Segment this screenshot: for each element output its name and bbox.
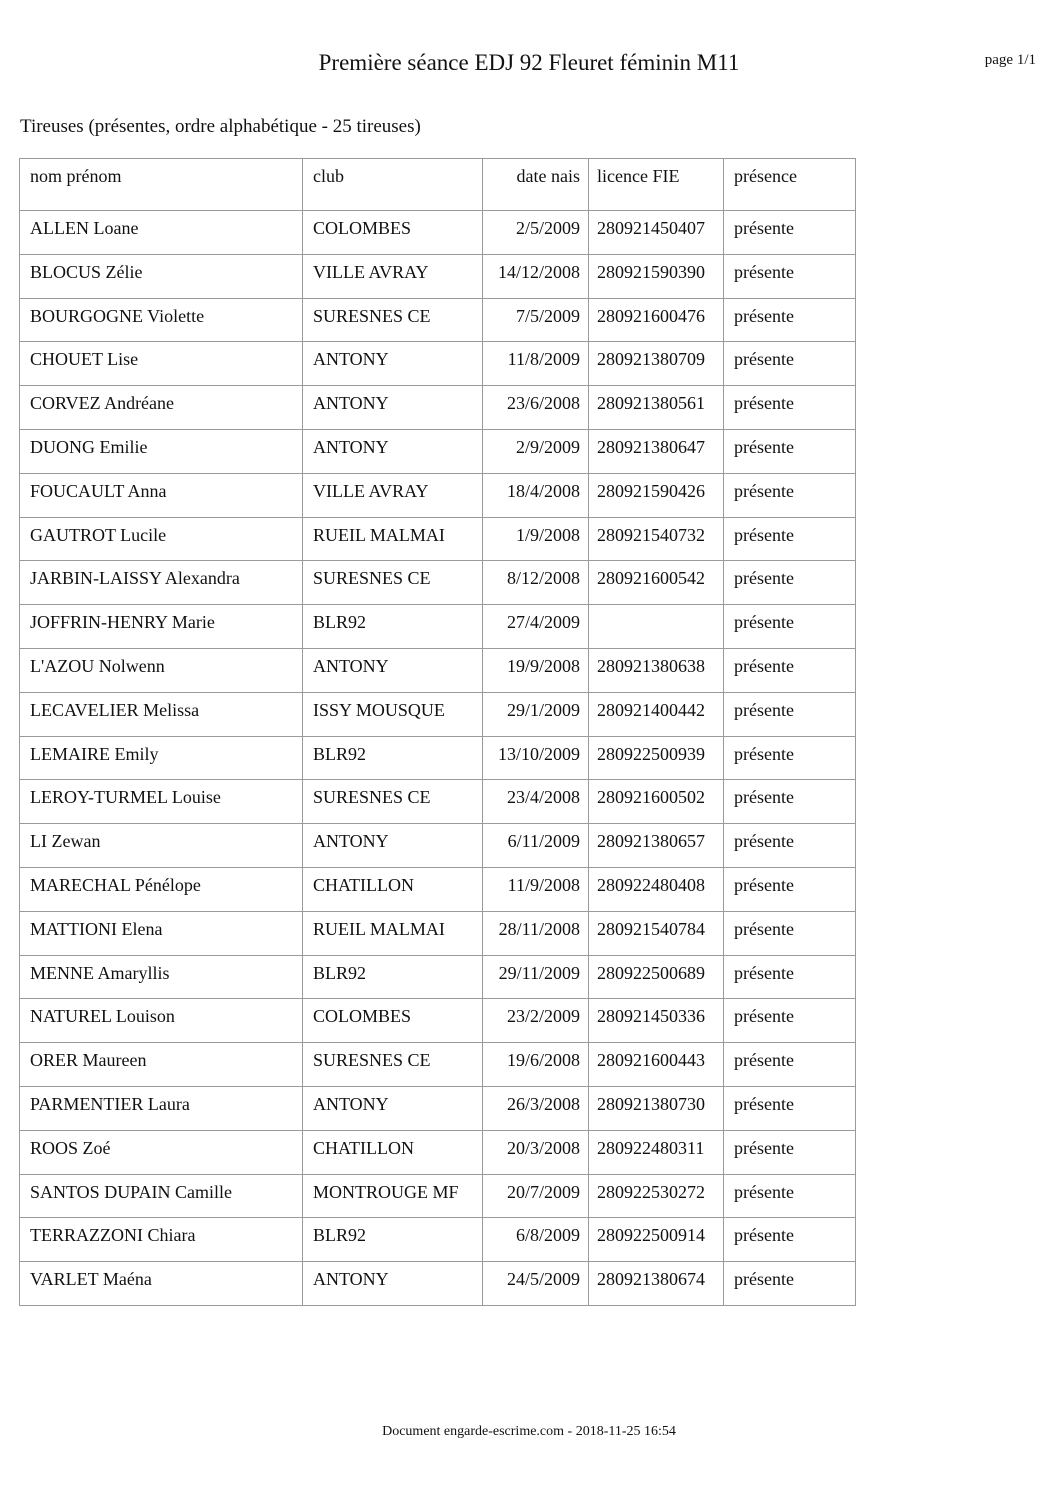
cell-club: BLR92: [303, 736, 483, 780]
table-row: [20, 736, 856, 780]
cell-club: COLOMBES: [303, 999, 483, 1043]
cell-presence: présente: [724, 298, 856, 342]
cell-presence: présente: [724, 517, 856, 561]
cell-presence: présente: [724, 911, 856, 955]
table-row: [20, 1043, 856, 1087]
cell-club: SURESNES CE: [303, 1043, 483, 1087]
column-header-club: club: [303, 159, 483, 211]
cell-birthdate: 2/9/2009: [483, 429, 589, 473]
cell-presence: présente: [724, 824, 856, 868]
cell-birthdate: 29/11/2009: [483, 955, 589, 999]
cell-birthdate: 23/6/2008: [483, 386, 589, 430]
cell-licence: 280921540784: [589, 911, 724, 955]
cell-name: MENNE Amaryllis: [20, 955, 303, 999]
cell-presence: présente: [724, 1130, 856, 1174]
cell-name: VARLET Maéna: [20, 1262, 303, 1306]
cell-club: ANTONY: [303, 824, 483, 868]
cell-presence: présente: [724, 780, 856, 824]
cell-presence: présente: [724, 1043, 856, 1087]
cell-club: MONTROUGE MF: [303, 1174, 483, 1218]
table-row: [20, 1262, 856, 1306]
cell-birthdate: 19/9/2008: [483, 648, 589, 692]
cell-club: VILLE AVRAY: [303, 473, 483, 517]
cell-birthdate: 28/11/2008: [483, 911, 589, 955]
cell-name: LEMAIRE Emily: [20, 736, 303, 780]
cell-club: ANTONY: [303, 648, 483, 692]
cell-licence: [589, 605, 724, 649]
cell-licence: 280921400442: [589, 692, 724, 736]
cell-name: LEROY-TURMEL Louise: [20, 780, 303, 824]
cell-presence: présente: [724, 955, 856, 999]
cell-birthdate: 26/3/2008: [483, 1086, 589, 1130]
cell-birthdate: 2/5/2009: [483, 211, 589, 255]
column-header-presence: présence: [724, 159, 856, 211]
cell-presence: présente: [724, 386, 856, 430]
table-caption: Tireuses (présentes, ordre alphabétique - 25 tireuses): [20, 116, 421, 137]
cell-presence: présente: [724, 1218, 856, 1262]
cell-presence: présente: [724, 561, 856, 605]
cell-name: CHOUET Lise: [20, 342, 303, 386]
cell-club: CHATILLON: [303, 867, 483, 911]
cell-club: RUEIL MALMAI: [303, 911, 483, 955]
table-row: [20, 648, 856, 692]
table-row: [20, 211, 856, 255]
table-row: [20, 605, 856, 649]
cell-presence: présente: [724, 736, 856, 780]
cell-club: SURESNES CE: [303, 561, 483, 605]
cell-name: MATTIONI Elena: [20, 911, 303, 955]
table-row: [20, 1086, 856, 1130]
table-row: [20, 955, 856, 999]
table-row: [20, 386, 856, 430]
cell-licence: 280921450336: [589, 999, 724, 1043]
cell-birthdate: 23/4/2008: [483, 780, 589, 824]
cell-name: CORVEZ Andréane: [20, 386, 303, 430]
table-row: [20, 1218, 856, 1262]
cell-licence: 280921380709: [589, 342, 724, 386]
page-number: page 1/1: [984, 52, 1036, 68]
cell-club: CHATILLON: [303, 1130, 483, 1174]
cell-club: SURESNES CE: [303, 780, 483, 824]
table-row: [20, 1174, 856, 1218]
cell-birthdate: 1/9/2008: [483, 517, 589, 561]
cell-birthdate: 20/7/2009: [483, 1174, 589, 1218]
cell-presence: présente: [724, 254, 856, 298]
cell-name: FOUCAULT Anna: [20, 473, 303, 517]
cell-birthdate: 18/4/2008: [483, 473, 589, 517]
cell-club: RUEIL MALMAI: [303, 517, 483, 561]
cell-birthdate: 11/9/2008: [483, 867, 589, 911]
cell-licence: 280921450407: [589, 211, 724, 255]
table-row: [20, 298, 856, 342]
table-row: [20, 999, 856, 1043]
cell-presence: présente: [724, 605, 856, 649]
table-row: [20, 561, 856, 605]
cell-birthdate: 6/8/2009: [483, 1218, 589, 1262]
cell-birthdate: 27/4/2009: [483, 605, 589, 649]
cell-licence: 280921380657: [589, 824, 724, 868]
table-header-row: [20, 159, 856, 211]
cell-club: ANTONY: [303, 386, 483, 430]
cell-club: ANTONY: [303, 1086, 483, 1130]
cell-presence: présente: [724, 867, 856, 911]
cell-name: BOURGOGNE Violette: [20, 298, 303, 342]
cell-birthdate: 8/12/2008: [483, 561, 589, 605]
cell-name: NATUREL Louison: [20, 999, 303, 1043]
cell-birthdate: 11/8/2009: [483, 342, 589, 386]
cell-licence: 280922530272: [589, 1174, 724, 1218]
cell-birthdate: 7/5/2009: [483, 298, 589, 342]
table-row: [20, 473, 856, 517]
cell-licence: 280921600542: [589, 561, 724, 605]
cell-licence: 280921600502: [589, 780, 724, 824]
cell-presence: présente: [724, 1262, 856, 1306]
cell-licence: 280921590426: [589, 473, 724, 517]
cell-presence: présente: [724, 429, 856, 473]
cell-licence: 280922480311: [589, 1130, 724, 1174]
cell-licence: 280921380647: [589, 429, 724, 473]
cell-club: ANTONY: [303, 1262, 483, 1306]
cell-birthdate: 14/12/2008: [483, 254, 589, 298]
cell-name: LI Zewan: [20, 824, 303, 868]
cell-club: BLR92: [303, 1218, 483, 1262]
table-row: [20, 911, 856, 955]
cell-presence: présente: [724, 342, 856, 386]
cell-licence: 280921540732: [589, 517, 724, 561]
cell-birthdate: 13/10/2009: [483, 736, 589, 780]
cell-name: ROOS Zoé: [20, 1130, 303, 1174]
cell-name: L'AZOU Nolwenn: [20, 648, 303, 692]
cell-name: JARBIN-LAISSY Alexandra: [20, 561, 303, 605]
cell-presence: présente: [724, 1086, 856, 1130]
cell-licence: 280921380638: [589, 648, 724, 692]
cell-presence: présente: [724, 1174, 856, 1218]
table-row: [20, 342, 856, 386]
table-row: [20, 867, 856, 911]
cell-club: COLOMBES: [303, 211, 483, 255]
page-title: Première séance EDJ 92 Fleuret féminin M11: [318, 50, 740, 75]
cell-birthdate: 24/5/2009: [483, 1262, 589, 1306]
table-row: [20, 824, 856, 868]
cell-licence: 280921380561: [589, 386, 724, 430]
cell-licence: 280921380730: [589, 1086, 724, 1130]
cell-birthdate: 20/3/2008: [483, 1130, 589, 1174]
table-row: [20, 517, 856, 561]
cell-presence: présente: [724, 473, 856, 517]
cell-name: BLOCUS Zélie: [20, 254, 303, 298]
cell-licence: 280922500914: [589, 1218, 724, 1262]
cell-licence: 280921380674: [589, 1262, 724, 1306]
cell-name: SANTOS DUPAIN Camille: [20, 1174, 303, 1218]
table-row: [20, 254, 856, 298]
cell-birthdate: 23/2/2009: [483, 999, 589, 1043]
table-row: [20, 1130, 856, 1174]
cell-club: SURESNES CE: [303, 298, 483, 342]
cell-club: VILLE AVRAY: [303, 254, 483, 298]
cell-name: LECAVELIER Melissa: [20, 692, 303, 736]
cell-name: DUONG Emilie: [20, 429, 303, 473]
cell-presence: présente: [724, 999, 856, 1043]
cell-presence: présente: [724, 692, 856, 736]
cell-birthdate: 29/1/2009: [483, 692, 589, 736]
cell-club: ANTONY: [303, 342, 483, 386]
table-row: [20, 692, 856, 736]
cell-licence: 280921590390: [589, 254, 724, 298]
cell-name: JOFFRIN-HENRY Marie: [20, 605, 303, 649]
column-header-name: nom prénom: [20, 159, 303, 211]
cell-presence: présente: [724, 211, 856, 255]
fencers-table: [19, 158, 856, 1306]
cell-name: ORER Maureen: [20, 1043, 303, 1087]
cell-name: MARECHAL Pénélope: [20, 867, 303, 911]
cell-name: ALLEN Loane: [20, 211, 303, 255]
cell-birthdate: 6/11/2009: [483, 824, 589, 868]
cell-presence: présente: [724, 648, 856, 692]
cell-licence: 280921600476: [589, 298, 724, 342]
cell-licence: 280922500689: [589, 955, 724, 999]
cell-licence: 280922500939: [589, 736, 724, 780]
cell-licence: 280922480408: [589, 867, 724, 911]
cell-club: ANTONY: [303, 429, 483, 473]
footer-note: Document engarde-escrime.com - 2018-11-25 16:54: [382, 1424, 676, 1439]
column-header-birthdate: date nais: [483, 159, 589, 211]
cell-club: ISSY MOUSQUE: [303, 692, 483, 736]
column-header-licence: licence FIE: [589, 159, 724, 211]
cell-name: TERRAZZONI Chiara: [20, 1218, 303, 1262]
cell-name: GAUTROT Lucile: [20, 517, 303, 561]
table-row: [20, 429, 856, 473]
cell-club: BLR92: [303, 955, 483, 999]
cell-licence: 280921600443: [589, 1043, 724, 1087]
cell-name: PARMENTIER Laura: [20, 1086, 303, 1130]
table-row: [20, 780, 856, 824]
cell-birthdate: 19/6/2008: [483, 1043, 589, 1087]
cell-club: BLR92: [303, 605, 483, 649]
